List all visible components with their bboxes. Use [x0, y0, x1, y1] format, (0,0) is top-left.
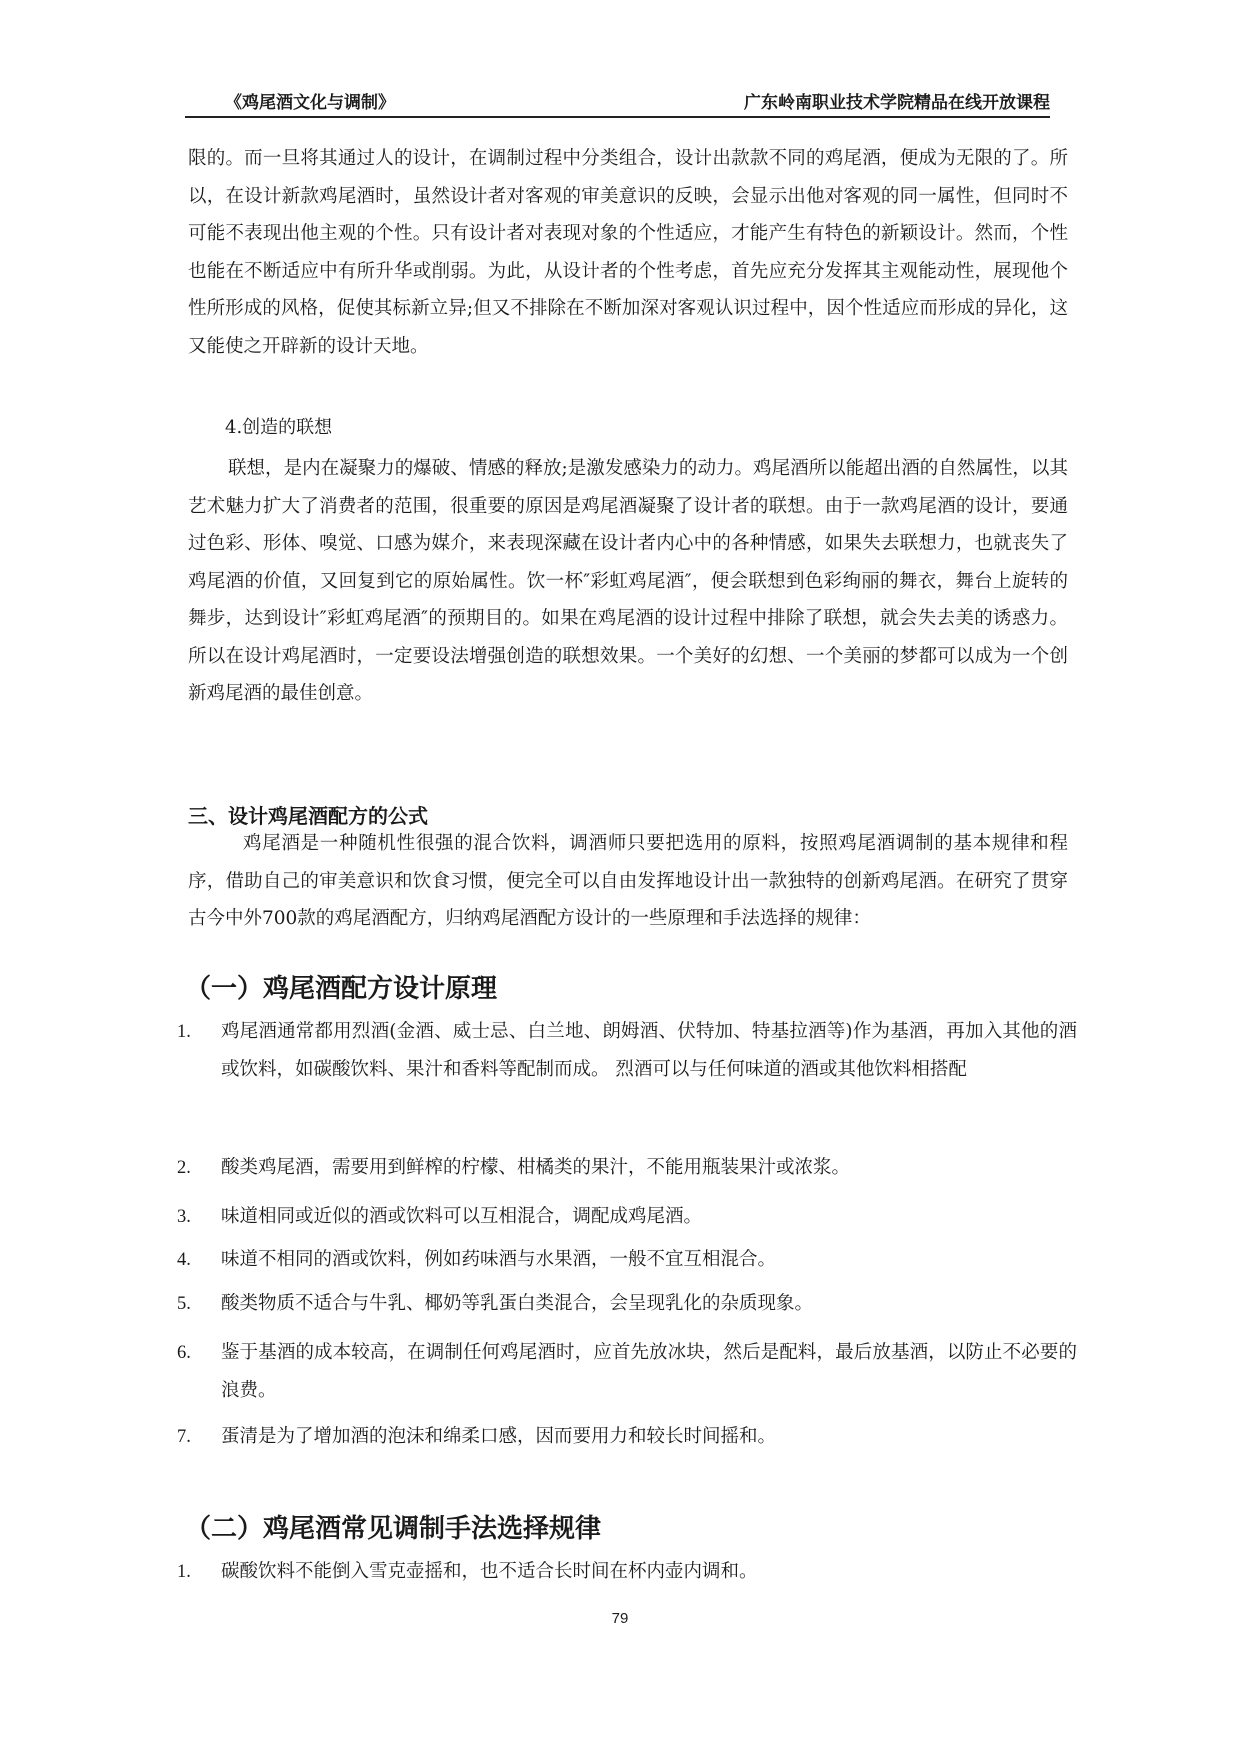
- page-header: [185, 88, 1050, 118]
- list-number: 5.: [177, 1294, 191, 1314]
- list-item: [177, 1418, 1077, 1456]
- list-number: 3.: [177, 1207, 191, 1227]
- header-institution: 广东岭南职业技术学院精品在线开放课程: [744, 93, 1050, 113]
- paragraph-formula-intro: 鸡尾酒是一种随机性很强的混合饮料，调酒师只要把选用的原料，按照鸡尾酒调制的基本规律和程序，借助自己的审美意识和饮食习惯，便完全可以自由发挥地设计出一款独特的创新鸡尾酒。在研究了贯穿古今中外700款的鸡尾酒配方，归纳鸡尾酒配方设计的一些原理和手法选择的规律：: [188, 833, 1068, 929]
- list-item: [177, 1334, 1077, 1410]
- list-number: 4.: [177, 1250, 191, 1270]
- paragraph-individuality: 限的。而一旦将其通过人的设计，在调制过程中分类组合，设计出款款不同的鸡尾酒，便成为无限的了。所以，在设计新款鸡尾酒时，虽然设计者对客观的审美意识的反映，会显示出他对客观的同一属性，但同时不可能不表现出他主观的个性。只有设计者对表现对象的个性适应，才能产生有特色的新颖设计。然而，个性也能在不断适应中有所升华或削弱。为此，从设计者的个性考虑，首先应充分发挥其主观能动性，展现他个性所形成的风格，促使其标新立异;但又不排除在不断加深对客观认识过程中，因个性适应而形成的异化，这又能使之开辟新的设计天地。: [188, 148, 1068, 357]
- list-item: [177, 1241, 1077, 1279]
- list-text: 酸类鸡尾酒，需要用到鲜榨的柠檬、柑橘类的果汁，不能用瓶装果汁或浓浆。: [221, 1157, 851, 1178]
- list-text: 蛋清是为了增加酒的泡沫和绵柔口感，因而要用力和较长时间摇和。: [221, 1426, 777, 1447]
- list-text: 酸类物质不适合与牛乳、椰奶等乳蛋白类混合，会呈现乳化的杂质现象。: [221, 1293, 814, 1314]
- list-text: 鸡尾酒通常都用烈酒(金酒、威士忌、白兰地、朗姆酒、伏特加、特基拉酒等)作为基酒，再加入其他的酒或饮料，如碳酸饮料、果汁和香料等配制而成。 烈酒可以与任何味道的酒或其他饮料相搭配: [221, 1021, 1077, 1080]
- list-text: 碳酸饮料不能倒入雪克壶摇和，也不适合长时间在杯内壶内调和。: [221, 1561, 758, 1582]
- subsection-title-association: 4.创造的联想: [225, 417, 333, 438]
- list-item: [177, 1553, 1077, 1591]
- paragraph-association: 联想，是内在凝聚力的爆破、情感的释放;是激发感染力的动力。鸡尾酒所以能超出酒的自然属性，以其艺术魅力扩大了消费者的范围，很重要的原因是鸡尾酒凝聚了设计者的联想。由于一款鸡尾酒的设计，要通过色彩、形体、嗅觉、口感为媒介，来表现深藏在设计者内心中的各种情感，如果失去联想力，也就丧失了鸡尾酒的价值，又回复到它的原始属性。饮一杯″彩虹鸡尾酒″，便会联想到色彩绚丽的舞衣，舞台上旋转的舞步，达到设计″彩虹鸡尾酒″的预期目的。如果在鸡尾酒的设计过程中排除了联想，就会失去美的诱惑力。所以在设计鸡尾酒时，一定要设法增强创造的联想效果。一个美好的幻想、一个美丽的梦都可以成为一个创新鸡尾酒的最佳创意。: [188, 458, 1068, 704]
- list-text: 味道不相同的酒或饮料，例如药味酒与水果酒，一般不宜互相混合。: [221, 1249, 777, 1270]
- list-item: [177, 1013, 1077, 1089]
- list-number: 1.: [177, 1562, 191, 1582]
- heading-mixing-methods: （二）鸡尾酒常见调制手法选择规律: [185, 1514, 602, 1544]
- list-text: 鉴于基酒的成本较高，在调制任何鸡尾酒时，应首先放冰块，然后是配料，最后放基酒，以防止不必要的浪费。: [221, 1342, 1077, 1401]
- heading-design-principles: （一）鸡尾酒配方设计原理: [185, 974, 498, 1004]
- list-number: 6.: [177, 1343, 191, 1363]
- page-number: 79: [611, 1610, 629, 1627]
- list-item: [177, 1149, 1077, 1187]
- list-item: [177, 1198, 1077, 1236]
- header-course-title: 《鸡尾酒文化与调制》: [225, 93, 395, 113]
- list-text: 味道相同或近似的酒或饮料可以互相混合，调配成鸡尾酒。: [221, 1206, 703, 1227]
- list-number: 2.: [177, 1158, 191, 1178]
- list-number: 7.: [177, 1427, 191, 1447]
- section-title-formula: 三、设计鸡尾酒配方的公式: [188, 804, 428, 828]
- list-item: [177, 1285, 1077, 1323]
- list-number: 1.: [177, 1022, 191, 1042]
